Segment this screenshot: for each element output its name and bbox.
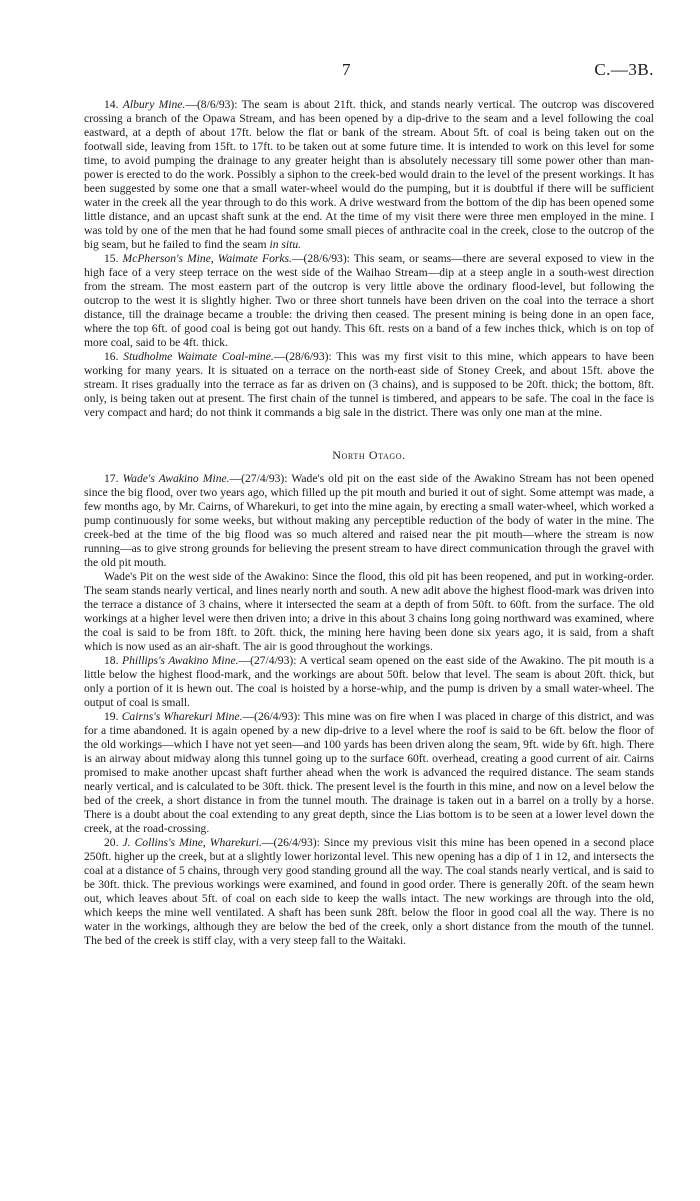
paragraph-19 bbox=[84, 710, 654, 836]
paragraph-20 bbox=[84, 836, 654, 948]
paragraph-text: Wade's Pit on the west side of the Awakino: Since the flood, this old pit has been reopened, and put in working-order. The seam stands nearly vertical, and lines nearly north and south. A new adit above the highest flood-mark was driven into the terrace a distance of 3 chains, where it intersected the seam at a depth of from 50ft. to 60ft. from the surface. The old workings at a higher level were then driven into; a drive in this about 3 chains long going northward was examined, where the coal is said to be from 18ft. to 20ft. thick, the mining here having been done six years ago, it is said, from a shaft which is now used as an air-shaft. The air is good throughout the workings. bbox=[84, 570, 654, 653]
paragraph-title: McPherson's Mine, Waimate Forks. bbox=[122, 252, 292, 265]
paragraph-number: 19. bbox=[104, 710, 119, 723]
paragraph-number: 15. bbox=[104, 252, 119, 265]
paragraph-text: —(27/4/93): Wade's old pit on the east side of the Awakino Stream has not been opened since the big flood, over two years ago, which filled up the pit mouth and buried it out of sight. Some attempt was made, a few months ago, by Mr. Cairns, of Wharekuri, to get into the mine again, by erecting a small water-wheel, which worked a pump continuously for some weeks, but without making any perceptible reduction of the body of water in the mine. The creek-bed at the time of the big flood was so much altered and raised near the pit mouth—where the stream is now running—as to give strong grounds for believing the present stream to have direct communication through the gravel with the old pit mouth. bbox=[84, 472, 654, 569]
paragraph-18 bbox=[84, 654, 654, 710]
paragraph-title: Phillips's Awakino Mine. bbox=[122, 654, 239, 667]
paragraph-text: —(26/4/93): Since my previous visit this mine has been opened in a second place 250ft. higher up the creek, but at a slightly lower horizontal level. This new opening has a dip of 1 in 12, and intersects the coal at a distance of 5 chains, through very good standing ground all the way. The coal stands nearly vertical, and is said to be 30ft. thick. The previous workings were examined, and found in good order. There is generally 20ft. of the seam hewn out, which leaves about 5ft. of coal on each side to keep the walls intact. The new workings are through into the old, which keeps the mine well ventilated. A shaft has been sunk 28ft. below the floor in good coal all the way. There is no water in the workings, although they are below the bed of the creek, only a short distance from the mouth of the tunnel. The bed of the creek is stiff clay, with a very steep fall to the Waitaki. bbox=[84, 836, 654, 947]
paragraph-16 bbox=[84, 350, 654, 420]
section-heading: North Otago. bbox=[332, 448, 406, 462]
paragraph-14 bbox=[84, 98, 654, 252]
paragraph-17-continued bbox=[84, 570, 654, 654]
paragraph-title: Albury Mine. bbox=[122, 98, 186, 111]
paragraph-number: 17. bbox=[104, 472, 119, 485]
paragraph-title: Studholme Waimate Coal-mine. bbox=[123, 350, 274, 363]
paragraph-title: Cairns's Wharekuri Mine. bbox=[121, 710, 243, 723]
document-reference: C.—3B. bbox=[594, 60, 654, 79]
paragraph-title: Wade's Awakino Mine. bbox=[122, 472, 230, 485]
paragraph-title: J. Collins's Mine, Wharekuri. bbox=[122, 836, 262, 849]
paragraph-number: 20. bbox=[104, 836, 119, 849]
paragraph-number: 14. bbox=[104, 98, 119, 111]
paragraph-17 bbox=[84, 472, 654, 570]
paragraph-number: 16. bbox=[104, 350, 119, 363]
page-content bbox=[84, 98, 654, 948]
paragraph-text: —(26/4/93): This mine was on fire when I was placed in charge of this district, and was for a time abandoned. It is again opened by a new dip-drive to a level where the roof is said to be 6ft. below the floor of the old workings—which I have not yet seen—and 100 yards has been driven along the seam, 9ft. wide by 6ft. high. There is an airway about midway along this tunnel going up to the surface 60ft. overhead, creating a good current of air. Cairns promised to make another upcast shaft further ahead when the work is advanced the required distance. The seam stands nearly vertical, and is calculated to be 30ft. thick. The present level is the fourth in this mine, and now on a level below the bed of the creek, a short distance in from the tunnel mouth. The drainage is taken out in a barrel on a trolly by a horse. There is a doubt about the coal extending to any great depth, since the Lias bottom is to be seen at a lower level down the creek, at the road-crossing. bbox=[84, 710, 654, 835]
paragraph-text: —(28/6/93): This seam, or seams—there are several exposed to view in the high face of a very steep terrace on the west side of the Waihao Stream—dip at a steep angle in a south-west direction from the stream. The most eastern part of the outcrop is very little above the ordinary flood-level, but following the outcrop to the west it is slightly higher. Two or three short tunnels have been driven on the coal into the terrace a short distance, till the drainage became a trouble: the driving then ceased. The present mining is being done in an open face, where the top 6ft. of good coal is being got out handy. This 6ft. rests on a band of a few inches thick, which is on top of more coal, said to be 4ft. thick. bbox=[84, 252, 654, 349]
page-header bbox=[84, 60, 654, 82]
page-number: 7 bbox=[342, 60, 351, 79]
paragraph-tail: in situ. bbox=[269, 238, 302, 251]
paragraph-text: —(28/6/93): This was my first visit to this mine, which appears to have been working for many years. It is situated on a terrace on the north-east side of Stoney Creek, and about 15ft. above the stream. It rises gradually into the terrace as far as driven on (3 chains), and is supposed to be 20ft. thick; the bottom, 8ft. only, is being taken out at present. The first chain of the tunnel is timbered, and appears to be safe. The coal in the face is very compact and hard; do not think it commands a big sale in the district. There was only one man at the mine. bbox=[84, 350, 655, 419]
paragraph-text: —(8/6/93): The seam is about 21ft. thick, and stands nearly vertical. The outcrop was discovered crossing a branch of the Opawa Stream, and has been opened by a dip-drive to the seam and a level following the coal eastward, at a depth of about 17ft. below the flat or bank of the stream. About 5ft. of coal is being taken out on the footwall side, leaving from 15ft. to 17ft. to be taken out at some future time. It is intended to work on this level for some time, to avoid pumping the drainage to any greater height than is absolutely necessary till some power other than man-power is erected to do the work. Possibly a siphon to the creek-bed would drain to the level of the present workings. It has been suggested by some one that a small water-wheel would do the pumping, but it is doubtful if there will be sufficient water in the creek all the year through to do this work. A drive westward from the bottom of the dip has been opened some little distance, and an upcast shaft sunk at the end. At the time of my visit there were three men employed in the mine. I was told by one of the men that he had found some small pieces of anthracite coal in the creek, close to the outcrop of the big seam, but he failed to find the seam bbox=[84, 98, 654, 251]
paragraph-number: 18. bbox=[104, 654, 119, 667]
paragraph-text: —(27/4/93): A vertical seam opened on the east side of the Awakino. The pit mouth is a little below the highest flood-mark, and the workings are about 50ft. below that level. The seam is about 20ft. thick, but only a portion of it is hewn out. The coal is hoisted by a horse-whip, and the pump is driven by a small water-wheel. The output of coal is small. bbox=[84, 654, 655, 709]
paragraph-15 bbox=[84, 252, 654, 350]
